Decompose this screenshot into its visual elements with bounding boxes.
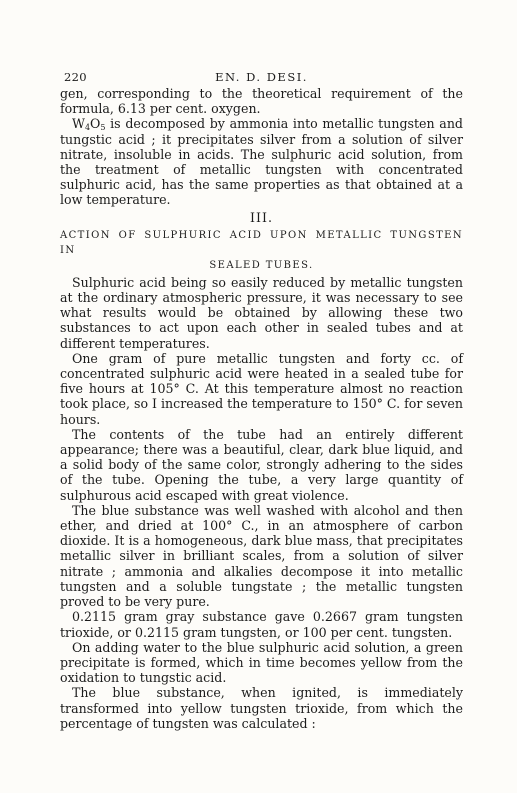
paragraph-continuation: gen, corresponding to the theoretical requirement of the formula, 6.13 per cent. oxygen. [60, 86, 463, 117]
page-header [60, 64, 463, 86]
formula-subscript-5: 5 [100, 123, 106, 133]
paragraph-w4o5-text: is decomposed by ammonia into metallic tungsten and tungstic acid ; it precipitates silver from a solution of silver nitrate, insoluble in acids. The sulphuric acid solution, from the treatment of metallic tungsten with concentrated sulphuric acid, has the same properties as that obtained at a low temperature. [60, 116, 463, 208]
paragraph-analysis: 0.2115 gram gray substance gave 0.2667 gram tungsten trioxide, or 0.2115 gram tungsten, or 100 per cent. tungsten. [60, 609, 463, 640]
running-head: EN. D. DESI. [215, 70, 308, 84]
formula-w: W [72, 116, 85, 132]
paragraph-w4o5 [60, 116, 463, 207]
section-number: III. [250, 209, 273, 225]
formula-subscript-4: 4 [84, 123, 91, 133]
body-text [60, 86, 463, 731]
paragraph-blue-substance: The blue substance was well washed with alcohol and then ether, and dried at 100° C., in an atmosphere of carbon dioxide. It is a homogeneous, dark blue mass, that precipitates metallic silver in brilliant scales, from a solution of silver nitrate ; ammonia and alkalies decompose it into metallic tungsten and a soluble tungstate ; the metallic tungsten proved to be very pure. [60, 502, 463, 610]
paragraph-intro: Sulphuric acid being so easily reduced by metallic tungsten at the ordinary atmospheric pressure, it was necessary to see what results would be obtained by allowing these two substances to act upon each other in sealed tubes and at different temperatures. [60, 274, 463, 351]
section-title [60, 228, 463, 273]
page-number: 220 [64, 70, 87, 84]
paragraph-experiment: One gram of pure metallic tungsten and forty cc. of concentrated sulphuric acid were heated in a sealed tube for five hours at 105° C. At this temperature almost no reaction took place, so I increased the temperature to 150° C. for seven hours. [60, 350, 463, 427]
paragraph-ignition: The blue substance, when ignited, is immediately transformed into yellow tungsten trioxide, from which the percentage of tungsten was calculated : [60, 685, 463, 731]
section-title-line2: SEALED TUBES. [209, 259, 314, 271]
formula-o: O [90, 116, 101, 132]
paragraph-water: On adding water to the blue sulphuric acid solution, a green precipitate is formed, which in time becomes yellow from the oxidation to tungstic acid. [60, 639, 463, 686]
paragraph-contents: The contents of the tube had an entirely different appearance; there was a beautiful, clear, dark blue liquid, and a solid body of the same color, strongly adhering to the sides of the tube. Opening the tube, a very large quantity of sulphurous acid escaped with great violence. [60, 426, 463, 503]
section-title-line1: ACTION OF SULPHURIC ACID UPON METALLIC TUNGSTEN IN [60, 229, 463, 256]
